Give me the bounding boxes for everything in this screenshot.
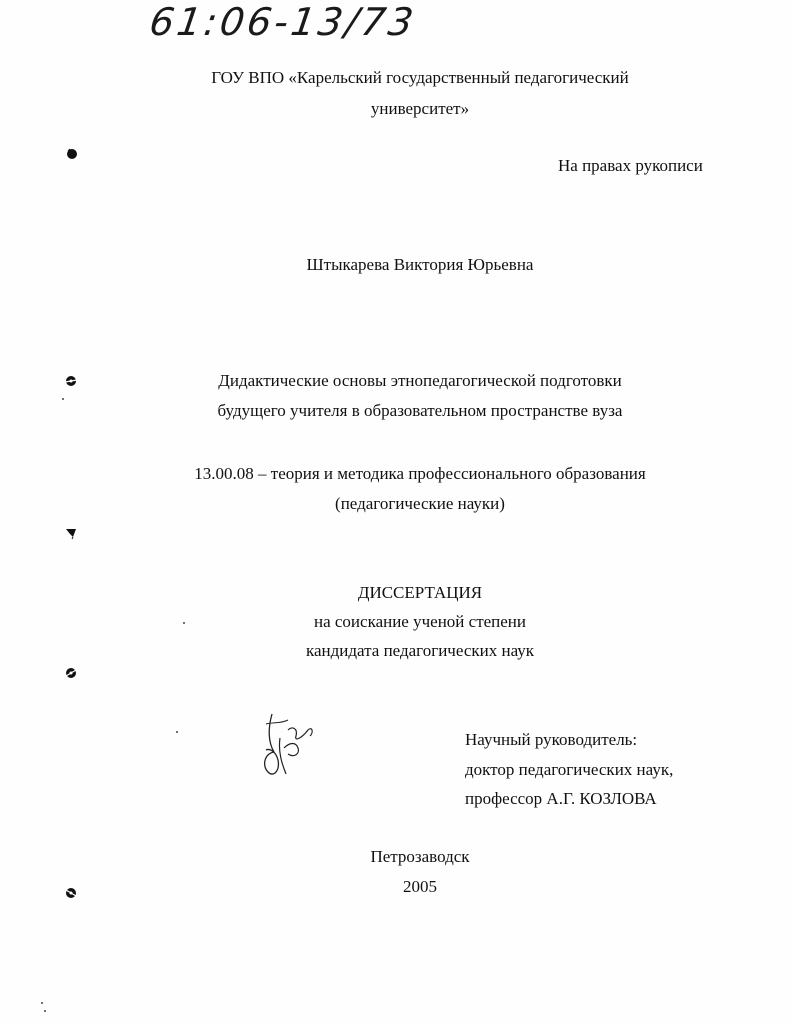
title-line-2: будущего учителя в образовательном пространстве вуза [217, 401, 623, 420]
author-name: Штыкарева Виктория Юрьевна [306, 255, 534, 274]
scan-speck [41, 1002, 43, 1004]
scan-speck [62, 398, 64, 400]
title-line-1: Дидактические основы этнопедагогической подготовки [218, 371, 622, 390]
punch-hole-mark [64, 666, 76, 678]
signature-mark [258, 708, 318, 785]
document-type-heading: ДИССЕРТАЦИЯ [357, 583, 483, 602]
manuscript-note: На правах рукописи [558, 156, 703, 175]
institution-line-2: университет» [370, 99, 470, 118]
advisor-degree: доктор педагогических наук, [465, 760, 674, 779]
advisor-name: профессор А.Г. КОЗЛОВА [465, 789, 657, 808]
punch-hole-mark [64, 374, 76, 386]
punch-hole-mark [64, 526, 76, 538]
institution-line-1: ГОУ ВПО «Карельский государственный педагогический [211, 68, 629, 87]
degree-line-2: кандидата педагогических наук [305, 641, 535, 660]
scan-speck [176, 731, 178, 733]
year: 2005 [403, 877, 437, 896]
specialty-line-2: (педагогические науки) [335, 494, 505, 513]
specialty-line-1: 13.00.08 – теория и методика профессионального образования [194, 464, 646, 483]
archive-code-handwritten: 61:06-13/73 [146, 0, 419, 44]
advisor-label: Научный руководитель: [465, 730, 638, 749]
scan-speck [183, 622, 185, 624]
punch-hole-mark [66, 148, 78, 160]
scan-speck [44, 1010, 46, 1012]
punch-hole-mark [64, 886, 76, 898]
degree-line-1: на соискание ученой степени [313, 612, 527, 631]
city: Петрозаводск [370, 847, 470, 866]
